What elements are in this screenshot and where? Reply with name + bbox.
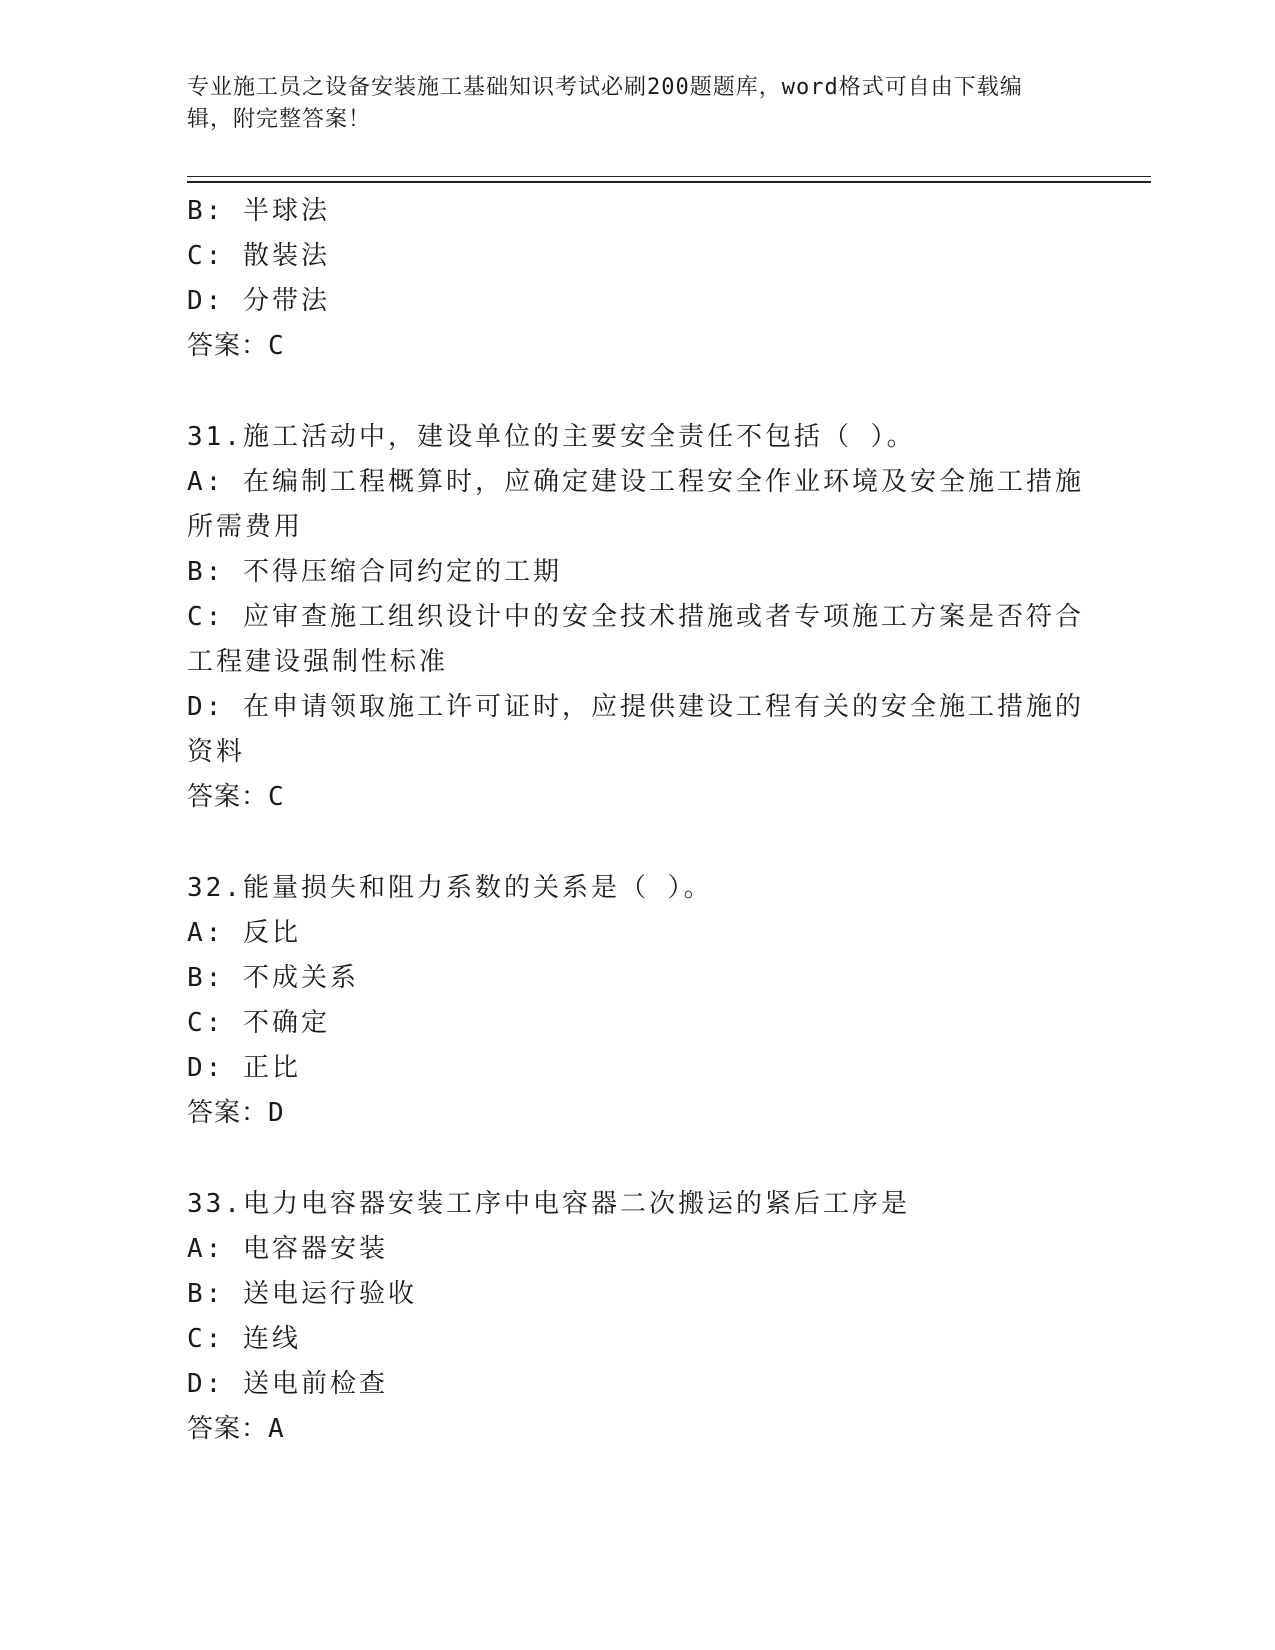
header-rule-thick [187, 181, 1151, 183]
question-text: 32.能量损失和阻力系数的关系是（ ）。 [187, 873, 713, 903]
question-32 [187, 866, 1087, 1136]
option-c: C: 连线 [187, 1324, 301, 1354]
question-content [187, 189, 1087, 1452]
option-d: D: 在申请领取施工许可证时，应提供建设工程有关的安全施工措施的资料 [187, 692, 1084, 767]
option-d: D: 分带法 [187, 286, 330, 316]
question-text: 33.电力电容器安装工序中电容器二次搬运的紧后工序是 [187, 1189, 910, 1219]
answer-line: 答案：C [187, 331, 285, 361]
header-rule-thin [187, 176, 1151, 177]
question-text: 31.施工活动中，建设单位的主要安全责任不包括（ ）。 [187, 422, 916, 452]
option-d: D: 送电前检查 [187, 1369, 388, 1399]
option-a: A: 在编制工程概算时，应确定建设工程安全作业环境及安全施工措施所需费用 [187, 467, 1084, 542]
option-c: C: 应审查施工组织设计中的安全技术措施或者专项施工方案是否符合工程建设强制性标准 [187, 602, 1084, 677]
option-a: A: 反比 [187, 918, 301, 948]
answer-line: 答案：A [187, 1414, 285, 1444]
option-a: A: 电容器安装 [187, 1234, 388, 1264]
page-header [187, 72, 1067, 136]
option-b: B: 半球法 [187, 196, 330, 226]
option-c: C: 散装法 [187, 241, 330, 271]
document-title: 专业施工员之设备安装施工基础知识考试必刷200题题库，word格式可自由下载编辑，附完整答案！ [187, 75, 1023, 132]
answer-line: 答案：D [187, 1098, 285, 1128]
answer-line: 答案：C [187, 782, 285, 812]
continued-question [187, 189, 1087, 369]
question-31 [187, 415, 1087, 820]
option-b: B: 不成关系 [187, 963, 359, 993]
option-d: D: 正比 [187, 1053, 301, 1083]
option-b: B: 不得压缩合同约定的工期 [187, 557, 562, 587]
option-c: C: 不确定 [187, 1008, 330, 1038]
question-33 [187, 1182, 1087, 1452]
option-b: B: 送电运行验收 [187, 1279, 417, 1309]
